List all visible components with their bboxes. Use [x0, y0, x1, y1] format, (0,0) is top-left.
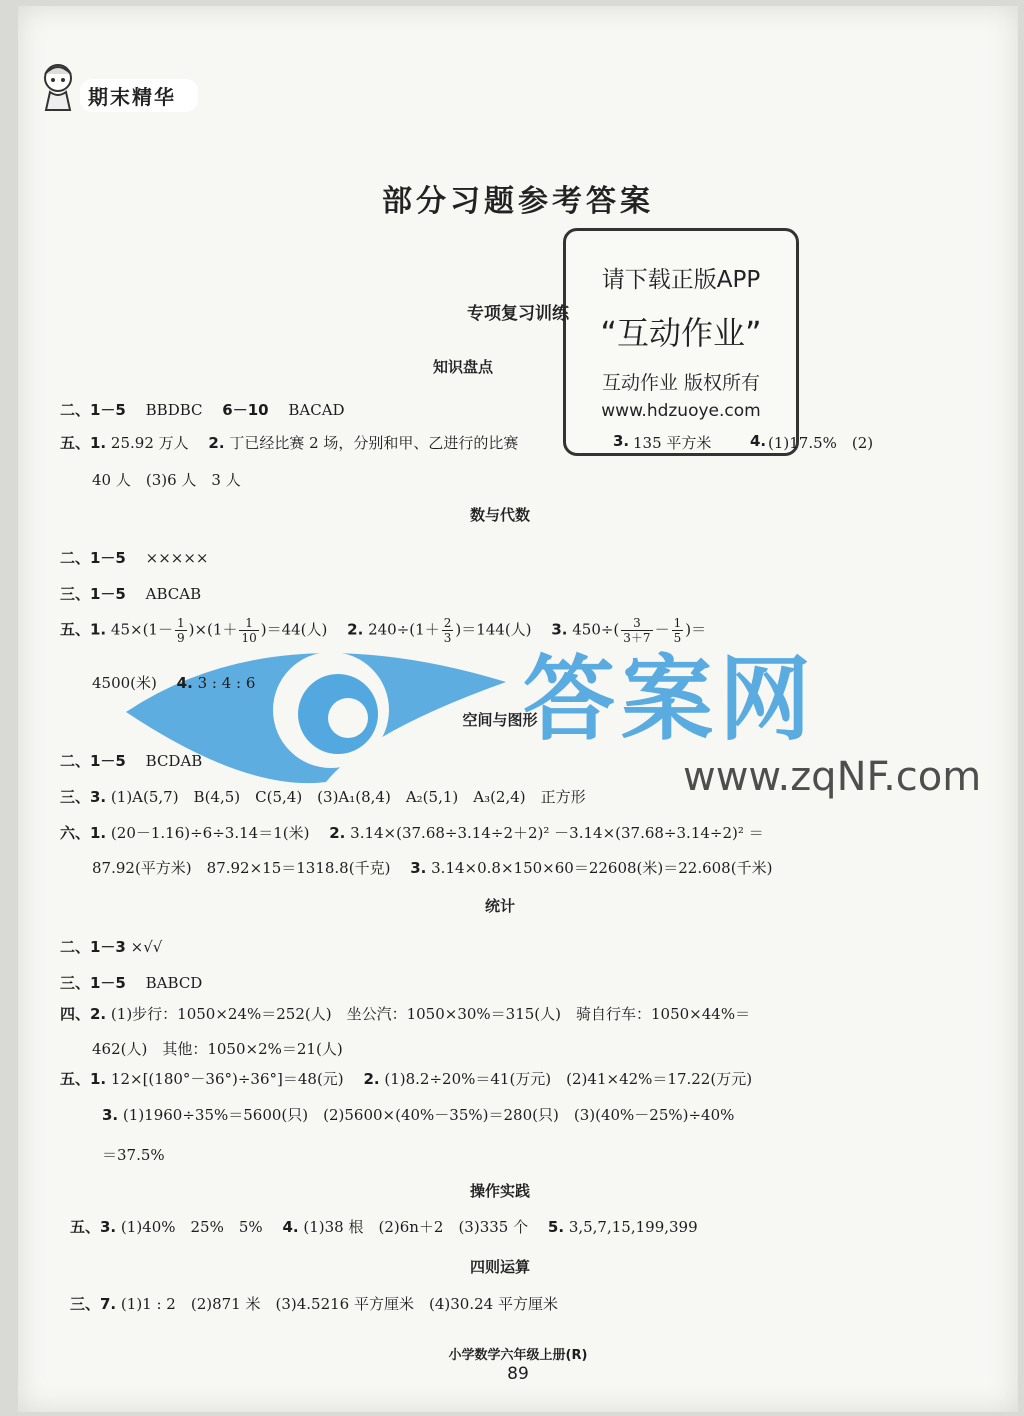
section-arith: 四则运算 — [469, 1258, 530, 1276]
answer-line: 87.92(平方米) 87.92×15＝1318.8(千克) 3. 3.14×0.8×150×60＝22608(米)＝22.608(千米) — [92, 859, 773, 877]
page — [18, 6, 1018, 1412]
answer-line: ＝37.5% — [102, 1146, 165, 1164]
answer-line: 五、1. 25.92 万人 2. 丁已经比赛 2 场，分别和甲、乙进行的比赛 3. 135 平方米 4. (1)17.5% (2) — [60, 432, 874, 452]
section-numbers: 数与代数 — [469, 506, 530, 524]
page-number: 89 — [507, 1364, 529, 1384]
answer-line: 四、2. (1)步行：1050×24%＝252(人) 坐公汽：1050×30%＝315(人) 骑自行车：1050×44%＝ — [60, 1005, 751, 1023]
watermark-text: 答案网 — [523, 646, 818, 753]
answer-line: 三、1－5 BABCD — [60, 974, 203, 992]
mascot-icon — [28, 56, 88, 116]
answer-line: 二、1－3 ×√√ — [60, 938, 163, 956]
answer-line: 三、1－5 ABCAB — [60, 585, 202, 603]
section-knowledge: 知识盘点 — [432, 358, 493, 376]
stamp-line-3: 互动作业 版权所有 — [601, 372, 761, 394]
answer-line: 三、3. (1)A(5,7) B(4,5) C(5,4) (3)A₁(8,4) A₂(5,1) A₃(2,4) 正方形 — [60, 788, 586, 806]
answer-line: 40 人 (3)6 人 3 人 — [92, 471, 241, 489]
answer-line: 三、7. (1)1 : 2 (2)871 米 (3)4.5216 平方厘米 (4)30.24 平方厘米 — [70, 1295, 558, 1313]
section-space: 空间与图形 — [462, 711, 538, 729]
answer-line: 4500(米) 4. 3 : 4 : 6 — [92, 674, 256, 692]
answer-line: 五、1. 12×[(180°－36°)÷36°]＝48(元) 2. (1)8.2÷20%＝41(万元) (2)41×42%＝17.22(万元) — [60, 1070, 753, 1088]
stamp-line-4: www.hdzuoye.com — [601, 401, 761, 421]
answer-line: 二、1－5 BBDBC 6－10 BACAD — [60, 401, 345, 419]
answer-line: 六、1. (20－1.16)÷6÷3.14＝1(米) 2. 3.14×(37.68÷3.14÷2＋2)² －3.14×(37.68÷3.14÷2)² ＝ — [60, 824, 764, 842]
header-label: 期末精华 — [80, 79, 198, 112]
answer-line: 二、1－5 BCDAB — [60, 752, 203, 770]
copyright-stamp — [563, 228, 799, 456]
section-practice: 操作实践 — [469, 1182, 530, 1200]
watermark-url: www.zqNF.com — [683, 754, 982, 800]
stamp-line-2: “互动作业” — [600, 314, 762, 352]
answer-line: 五、3. (1)40% 25% 5% 4. (1)38 根 (2)6n＋2 (3)335 个 5. 3,5,7,15,199,399 — [70, 1218, 698, 1236]
footer-book-title: 小学数学六年级上册(R) — [448, 1348, 588, 1363]
answer-line: 462(人) 其他：1050×2%＝21(人) — [92, 1040, 343, 1058]
section-main: 专项复习训练 — [467, 304, 569, 324]
page-title: 部分习题参考答案 — [382, 184, 654, 219]
answer-line: 五、1. 45×(1－ $\frac{1}{9}$ )×(1＋ $\frac{1}{10}$ )＝44(人) 2. 240÷(1＋ $\frac{2}{3}$ )＝144(人) 3. 450÷( $\frac{3}{3+7}$ － $\frac{1}{5}$ )＝ — [60, 616, 707, 645]
stamp-line-1: 请下载正版APP — [601, 267, 761, 293]
answer-line: 3. (1)1960÷35%＝5600(只) (2)5600×(40%－35%)＝280(只) (3)(40%－25%)÷40% — [102, 1106, 735, 1124]
section-stats: 统计 — [484, 897, 515, 915]
answer-line: 二、1－5 ××××× — [60, 549, 209, 567]
